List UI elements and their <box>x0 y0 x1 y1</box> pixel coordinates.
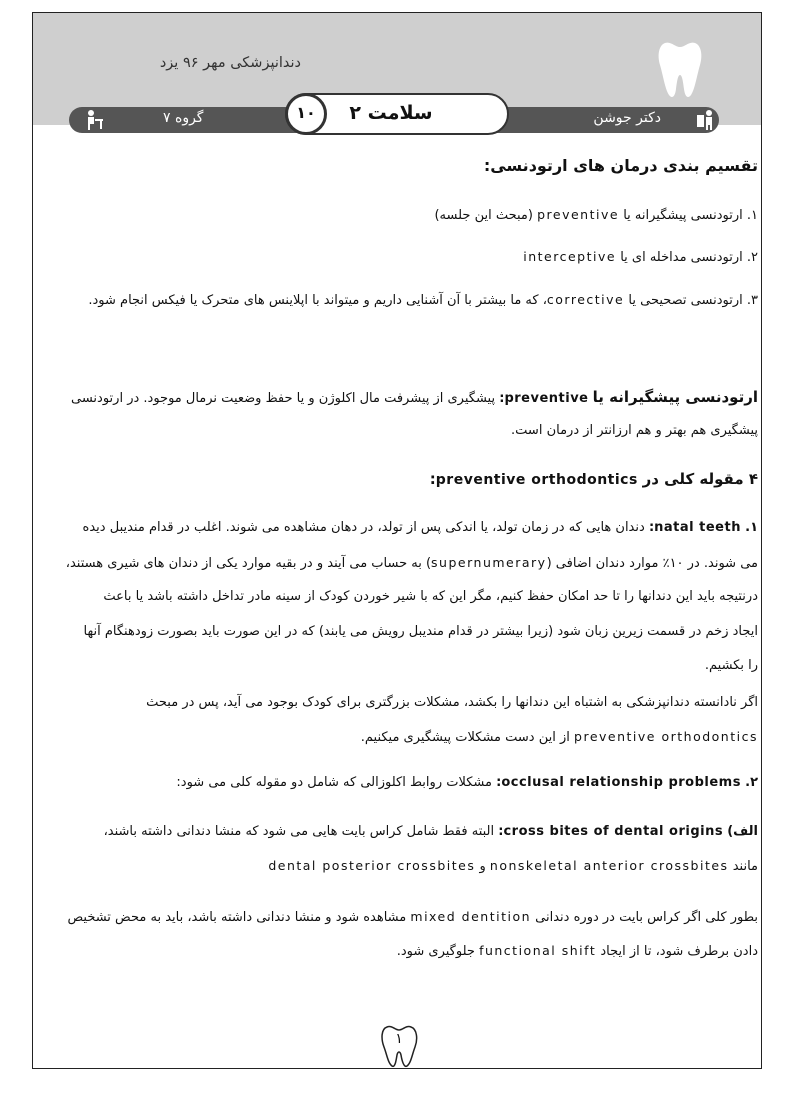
paragraph-crossbites-cont: مانند nonskeletal anterior crossbites و dental posterior crossbites <box>268 858 758 874</box>
group-label: گروه ۷ <box>163 110 204 126</box>
list-item: ۳. ارتودنسی تصحیحی یا corrective، که ما بیشتر با آن آشنایی داریم و میتواند با اپلاینس های متحرک یا فیکس انجام شود. <box>88 292 758 308</box>
paragraph-natal-teeth-cont: درنتیجه باید این دندانها را تا حد امکان حفظ کنیم، مگر این که با شیر خوردن کودک از سینه مادر تداخل داشته باشد یا باعث <box>103 589 758 604</box>
paragraph-preventive-cont: پیشگیری هم بهتر و هم ارزانتر از درمان است. <box>511 423 758 438</box>
paragraph-dentist-note: اگر نادانسته دندانپزشکی به اشتباه این دندانها را بکشد، مشکلات بزرگتری برای کودک بوجود می آید، پس در مبحث <box>146 695 758 710</box>
paragraph-preventive: ارتودنسی پیشگیرانه یا preventive: پیشگیری از پیشرفت مال اکلوژن و یا حفظ وضعیت نرمال موجود. در ارتودنسی <box>71 388 758 406</box>
paragraph-occlusal-problems: ۲. occlusal relationship problems: مشکلات روابط اکلوزالی که شامل دو مقوله کلی می شود: <box>176 775 758 790</box>
list-item: ۱. ارتودنسی پیشگیرانه یا preventive (مبحث این جلسه) <box>434 207 758 223</box>
paragraph-mixed-dentition-cont: دادن برطرف شود، تا از ایجاد functional shift جلوگیری شود. <box>396 943 758 959</box>
paragraph-natal-teeth-cont: را بکشیم. <box>704 658 758 673</box>
session-number: ۱۰ <box>296 103 316 122</box>
section-heading-classification: تقسیم بندی درمان های ارتودنسی: <box>483 156 758 175</box>
student-icon <box>83 109 105 131</box>
paragraph-natal-teeth-cont: ایجاد زخم در قسمت زیرین زبان شود (زیرا بیشتر در قدام مندیبل رویش می یابند) که در این صورت باید بصورت زودهنگام آنها <box>83 624 758 639</box>
section-heading-four-categories: ۴ مقوله کلی در preventive orthodontics: <box>429 470 758 488</box>
teacher-icon <box>695 109 717 131</box>
list-item: ۲. ارتودنسی مداخله ای یا interceptive <box>523 249 758 265</box>
paragraph-natal-teeth: ۱. natal teeth: دندان هایی که در زمان تولد، یا اندکی پس از تولد، در دهان مشاهده می شوند. اغلب در قدام مندیبل دیده <box>82 520 758 535</box>
paragraph-natal-teeth-cont: می شوند. در ۱۰٪ موارد دندان اضافی (supernumerary) به حساب می آیند و در بقیه موارد یکی از دندان های شیری هستند، <box>65 555 758 571</box>
paragraph-crossbites: الف) cross bites of dental origins: البته فقط شامل کراس بایت هایی می شود که منشا دندانی داشته باشند، <box>103 824 758 839</box>
page-number: ۱ <box>395 1031 403 1047</box>
page-title: سلامت ۲ <box>349 102 433 124</box>
author-name: دکتر جوشن <box>593 110 661 126</box>
paragraph-mixed-dentition: بطور کلی اگر کراس بایت در دوره دندانی mixed dentition مشاهده شود و منشا دندانی داشته باشد، باید به محض تشخیص <box>67 909 758 925</box>
tooth-logo-icon <box>657 39 703 99</box>
university-label: دندانپزشکی مهر ۹۶ یزد <box>159 55 301 71</box>
paragraph-dentist-note-cont: preventive orthodontics از این دست مشکلات پیشگیری میکنیم. <box>360 729 758 745</box>
